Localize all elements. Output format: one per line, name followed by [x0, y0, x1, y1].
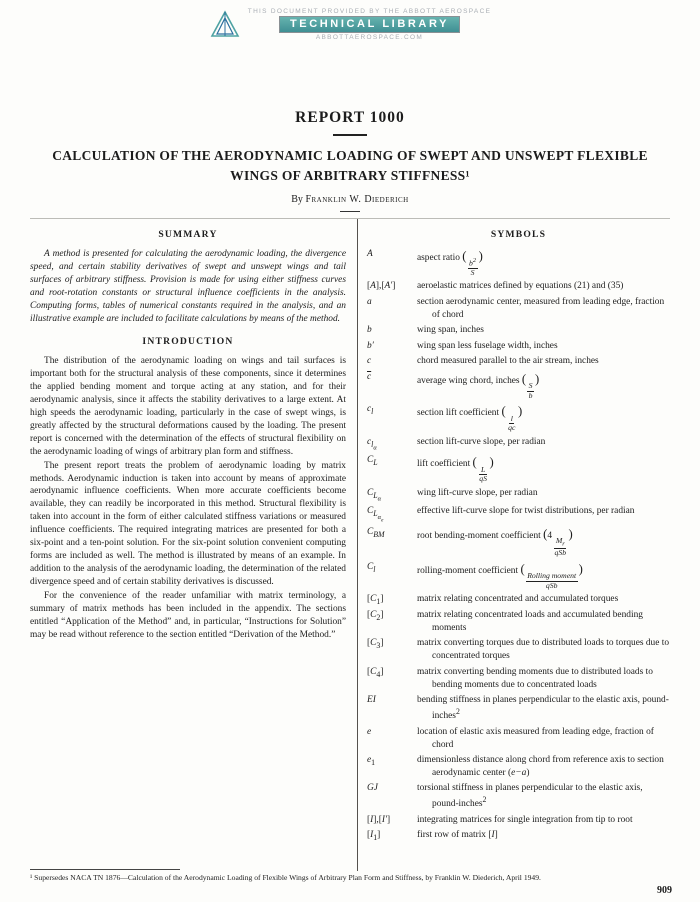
- symbol-row: [367, 296, 670, 322]
- symbol-definition: matrix relating concentrated and accumulated torques: [417, 594, 619, 605]
- footnote-divider: [30, 869, 180, 870]
- right-column: [357, 219, 670, 871]
- symbol-definition: wing lift-curve slope, per radian: [417, 487, 538, 498]
- two-column-body: [30, 218, 670, 871]
- symbol-definition: section lift coefficient ( $\frac{l}{qc}$ ): [417, 404, 523, 433]
- symbol-row: [367, 505, 670, 523]
- symbol-row: [367, 561, 670, 591]
- symbol-row: [367, 454, 670, 484]
- byline: [30, 194, 670, 205]
- symbol: $C_l$: [367, 561, 376, 574]
- symbol-definition: dimensionless distance along chord from reference axis to section aerodynamic center (e−a): [417, 754, 664, 778]
- symbol-definition: torsional stiffness in planes perpendicular to the elastic axis, pound-inches$^2$: [417, 783, 643, 810]
- symbol: $c_{l_\alpha}$: [367, 436, 377, 452]
- summary-paragraph: A method is presented for calculating the aerodynamic loading, the divergence speed, and certain stability derivatives of swept and unswept wings and tail surfaces of arbitrary stiffness. Provision is made for using either stiffness curves and root-rotation constants or structural influence coefficients in the analysis. Computing forms, tables of numerical constants required in the analysis, and an illustrative example are included to facilitate calculations by means of the method.: [30, 248, 346, 324]
- symbol-row: [367, 593, 670, 606]
- symbol-definition: chord measured parallel to the air stream, inches: [417, 356, 599, 367]
- symbol: $[I_1]$: [367, 830, 381, 843]
- byline-divider: [340, 211, 360, 212]
- symbol-definition: effective lift-curve slope for twist distributions, per radian: [417, 506, 635, 517]
- symbol-definition: bending stiffness in planes perpendicular to the elastic axis, pound-inches$^2$: [417, 694, 669, 722]
- symbol: [I],[I′]: [367, 814, 391, 825]
- symbol: $[C_3]$: [367, 638, 384, 650]
- symbol: $[C_4]$: [367, 666, 384, 679]
- symbol-row: [367, 829, 670, 842]
- symbol-row: [367, 726, 670, 752]
- introduction-paragraph: The distribution of the aerodynamic loading on wings and tail surfaces is important both for the structural analysis of these components, since it determines the applied bending moment and torque acting at any station, and for their aerodynamic analysis, since it affects the stability derivatives to a large extent. At high speeds the aerodynamic loading, particularly in the case of swept wings, is greatly affected by the structural deformations caused by the loading. The present report is concerned with the determination of the effects of structural flexibility on the aerodynamic loading of wings of arbitrary plan form and stiffness.: [30, 355, 346, 457]
- page-footer: [30, 869, 672, 896]
- symbol: $e_1$: [367, 754, 376, 767]
- symbol-row: [367, 814, 670, 827]
- report-number: REPORT 1000: [295, 109, 405, 126]
- symbol-definition: aeroelastic matrices defined by equations (21) and (35): [417, 281, 624, 292]
- symbol: $[C_2]$: [367, 609, 384, 622]
- symbol-row: [367, 403, 670, 433]
- author-name: Franklin W. Diederich: [305, 193, 409, 205]
- page-number: 909: [657, 885, 672, 896]
- symbol-row: [367, 666, 670, 692]
- symbol-row: [367, 694, 670, 723]
- symbol-definition: matrix converting torques due to distributed loads to torques due to concentrated torques: [417, 638, 670, 662]
- symbol: $\overline{c}$: [367, 371, 372, 382]
- symbol-definition: matrix relating concentrated loads and accumulated bending moments: [417, 609, 643, 633]
- symbol: $C_{BM}$: [367, 526, 385, 539]
- report-title: CALCULATION OF THE AERODYNAMIC LOADING OF SWEPT AND UNSWEPT FLEXIBLE WINGS OF ARBITRARY STIFFNESS¹: [52, 148, 648, 184]
- symbol-definition: lift coefficient ( $\frac{L}{qS}$ ): [417, 455, 494, 484]
- symbol-row: [367, 324, 670, 337]
- symbol-definition: matrix converting bending moments due to distributed loads to bending moments due to concentrated loads: [417, 666, 653, 690]
- symbol-row: [367, 371, 670, 401]
- symbol-row: [367, 526, 670, 558]
- symbol: EI: [367, 694, 376, 705]
- symbol-definition: section lift-curve slope, per radian: [417, 436, 546, 447]
- introduction-paragraph: For the convenience of the reader unfamiliar with matrix terminology, a summary of matrix methods has been included in the appendix. The sections entitled “Application of the Method” and, in particular, “Instructions for Solution” may be read without reference to the section entitled “Derivation of the Method.”: [30, 591, 346, 641]
- symbol-definition: aspect ratio ( $\frac{b^2}{S}$ ): [417, 248, 483, 277]
- symbol-row: [367, 754, 670, 780]
- symbol-definition: rolling-moment coefficient ( $\frac{\text{Rolling moment}}{\text{qSb}}$ ): [417, 561, 583, 590]
- symbol: $[C_1]$: [367, 594, 384, 607]
- symbol-row: [367, 637, 670, 663]
- symbol-definition: average wing chord, inches ( $\frac{S}{b}$ ): [417, 371, 540, 400]
- banner-text: [248, 8, 491, 41]
- summary-text: [30, 248, 346, 326]
- symbol: $C_{L_{\alpha_e}}$: [367, 506, 384, 524]
- symbol-definition: wing span less fuselage width, inches: [417, 340, 558, 351]
- byline-prefix: By: [291, 193, 303, 205]
- left-column: [30, 219, 357, 871]
- symbol: b: [367, 325, 372, 336]
- symbol: A: [367, 248, 373, 259]
- title-divider: [333, 134, 367, 136]
- symbol: $C_L$: [367, 455, 378, 468]
- introduction-paragraph: The present report treats the problem of aerodynamic loading by matrix methods. Aerodynamic induction is taken into account by means of approximate aerodynamic influence coefficients. When more accurate coefficients become available, they can readily be incorporated in this method. Structural flexibility is taken into account in the form of either calculated stiffness variations or measured influence coefficients. The required integrating matrices are presented for both a six-point and a ten-point solution. For the six-point solution convenient computing forms are included as well. The method is illustrated by means of an example. In addition to the analysis of the aerodynamic loading, the determination of the related divergence speed and of certain stability derivatives is discussed.: [30, 460, 346, 588]
- symbol-row: [367, 248, 670, 278]
- symbol: $c_l$: [367, 404, 374, 417]
- symbol-definition: root bending-moment coefficient (4 $\frac{M_r}{\text{qSb}}$ ): [417, 526, 573, 558]
- symbol-row: [367, 340, 670, 353]
- symbol-row: [367, 355, 670, 368]
- symbol: $C_{L_\alpha}$: [367, 487, 382, 503]
- symbols-list: [367, 248, 670, 843]
- banner-website[interactable]: ABBOTTAEROSPACE.COM: [315, 34, 424, 41]
- symbol: [A],[A′]: [367, 281, 396, 292]
- symbol-definition: location of elastic axis measured from leading edge, fraction of chord: [417, 726, 654, 750]
- symbol-row: [367, 436, 670, 452]
- symbol-definition: integrating matrices for single integration from tip to root: [417, 814, 633, 825]
- symbols-heading: SYMBOLS: [490, 228, 547, 240]
- symbol: a: [367, 296, 372, 307]
- symbol-row: [367, 280, 670, 293]
- introduction-text: [30, 355, 346, 642]
- symbol-row: [367, 487, 670, 503]
- symbol: b′: [367, 340, 374, 351]
- symbol-definition: first row of matrix [I]: [417, 830, 498, 841]
- symbol: e: [367, 726, 372, 737]
- symbol-row: [367, 609, 670, 635]
- symbol-definition: wing span, inches: [417, 325, 484, 336]
- introduction-heading: INTRODUCTION: [142, 335, 234, 347]
- symbol: GJ: [367, 783, 378, 794]
- summary-heading: SUMMARY: [158, 228, 218, 240]
- abbott-aerospace-logo-icon: [209, 10, 241, 40]
- symbol-definition: section aerodynamic center, measured from leading edge, fraction of chord: [417, 296, 665, 320]
- banner-library-title: TECHNICAL LIBRARY: [279, 16, 460, 33]
- provider-banner: [30, 6, 670, 41]
- symbol: c: [367, 356, 372, 367]
- symbol-row: [367, 782, 670, 811]
- footnote: ¹ Supersedes NACA TN 1876—Calculation of the Aerodynamic Loading of Flexible Wings of Arbitrary Plan Form and Stiffness, by Franklin W. Diederich, April 1949.: [30, 873, 541, 882]
- banner-provided-by: THIS DOCUMENT PROVIDED BY THE ABBOTT AEROSPACE: [247, 8, 492, 15]
